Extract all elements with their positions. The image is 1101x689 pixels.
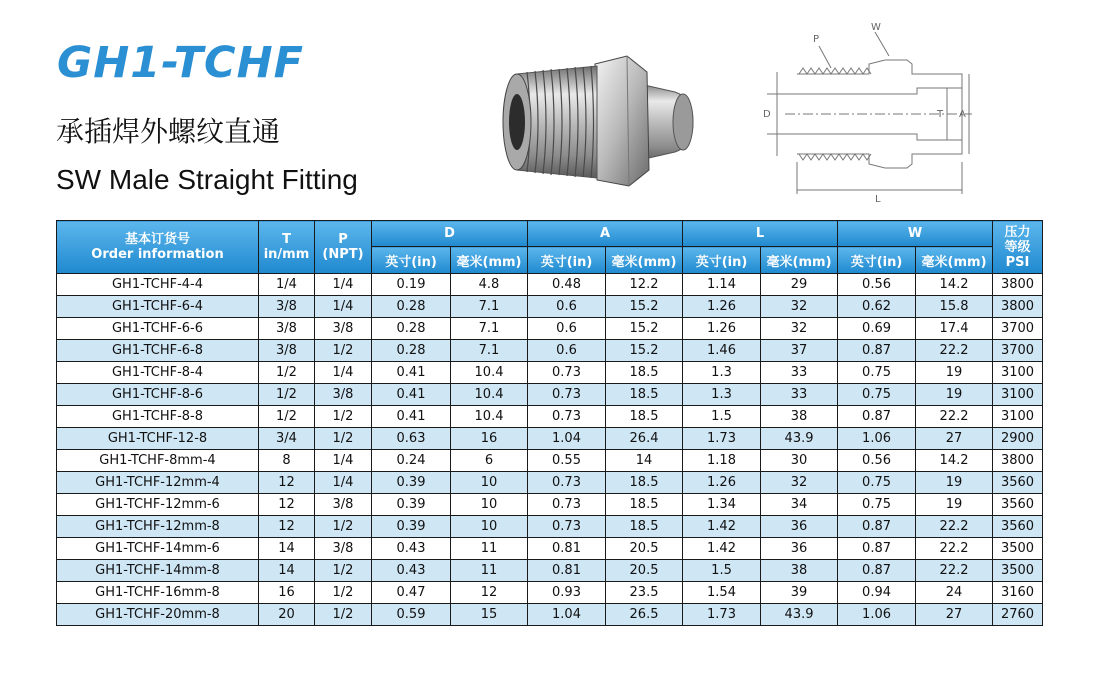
cell-l-mm: 39 bbox=[761, 582, 838, 604]
cell-p-npt: 1/4 bbox=[315, 472, 372, 494]
cell-order-number: GH1-TCHF-12mm-6 bbox=[57, 494, 259, 516]
header-pressure: 压力 等级 PSI bbox=[993, 221, 1043, 274]
cell-w-mm: 19 bbox=[916, 362, 993, 384]
cell-d-mm: 10 bbox=[451, 516, 528, 538]
cell-w-mm: 22.2 bbox=[916, 516, 993, 538]
cell-t-size: 20 bbox=[259, 604, 315, 626]
cell-w-inch: 0.75 bbox=[838, 362, 916, 384]
header-l: L bbox=[683, 221, 838, 247]
cell-a-mm: 15.2 bbox=[606, 296, 683, 318]
cell-p-npt: 1/4 bbox=[315, 450, 372, 472]
cell-w-inch: 0.69 bbox=[838, 318, 916, 340]
table-row bbox=[57, 516, 1043, 538]
cell-t-size: 1/2 bbox=[259, 406, 315, 428]
table-row bbox=[57, 450, 1043, 472]
cell-t-size: 16 bbox=[259, 582, 315, 604]
header-w: W bbox=[838, 221, 993, 247]
cell-w-inch: 0.56 bbox=[838, 450, 916, 472]
cell-w-mm: 27 bbox=[916, 428, 993, 450]
cell-w-inch: 0.56 bbox=[838, 274, 916, 296]
cell-l-inch: 1.54 bbox=[683, 582, 761, 604]
cell-a-mm: 26.4 bbox=[606, 428, 683, 450]
cell-pressure-psi: 3560 bbox=[993, 516, 1043, 538]
table-row bbox=[57, 406, 1043, 428]
cell-d-inch: 0.41 bbox=[372, 406, 451, 428]
cell-a-mm: 15.2 bbox=[606, 318, 683, 340]
cell-a-inch: 0.73 bbox=[528, 494, 606, 516]
cell-p-npt: 3/8 bbox=[315, 318, 372, 340]
table-row bbox=[57, 296, 1043, 318]
cell-p-npt: 1/4 bbox=[315, 362, 372, 384]
cell-p-npt: 1/2 bbox=[315, 582, 372, 604]
header-a-inch: 英寸(in) bbox=[528, 247, 606, 274]
table-row bbox=[57, 582, 1043, 604]
cell-d-inch: 0.41 bbox=[372, 362, 451, 384]
cell-order-number: GH1-TCHF-6-6 bbox=[57, 318, 259, 340]
cell-w-mm: 14.2 bbox=[916, 274, 993, 296]
cell-a-mm: 18.5 bbox=[606, 406, 683, 428]
cell-p-npt: 1/2 bbox=[315, 516, 372, 538]
cell-w-inch: 1.06 bbox=[838, 604, 916, 626]
cell-d-inch: 0.63 bbox=[372, 428, 451, 450]
cell-w-inch: 0.62 bbox=[838, 296, 916, 318]
specification-table-body bbox=[57, 274, 1043, 626]
cell-l-mm: 36 bbox=[761, 538, 838, 560]
cell-p-npt: 3/8 bbox=[315, 538, 372, 560]
cell-order-number: GH1-TCHF-12mm-4 bbox=[57, 472, 259, 494]
table-row bbox=[57, 604, 1043, 626]
cell-w-inch: 0.87 bbox=[838, 516, 916, 538]
cell-p-npt: 1/2 bbox=[315, 406, 372, 428]
cell-order-number: GH1-TCHF-8-4 bbox=[57, 362, 259, 384]
cell-a-inch: 0.6 bbox=[528, 340, 606, 362]
cell-l-mm: 29 bbox=[761, 274, 838, 296]
cell-w-inch: 0.94 bbox=[838, 582, 916, 604]
cell-t-size: 1/2 bbox=[259, 384, 315, 406]
cell-w-inch: 0.75 bbox=[838, 494, 916, 516]
cell-t-size: 12 bbox=[259, 472, 315, 494]
cell-a-inch: 0.6 bbox=[528, 296, 606, 318]
cell-w-mm: 14.2 bbox=[916, 450, 993, 472]
cell-l-inch: 1.26 bbox=[683, 318, 761, 340]
cell-order-number: GH1-TCHF-8-8 bbox=[57, 406, 259, 428]
header-w-mm: 毫米(mm) bbox=[916, 247, 993, 274]
cell-d-inch: 0.43 bbox=[372, 560, 451, 582]
fitting-photo bbox=[497, 42, 697, 202]
cell-p-npt: 1/4 bbox=[315, 296, 372, 318]
cell-l-mm: 32 bbox=[761, 472, 838, 494]
header-t: T in/mm bbox=[259, 221, 315, 274]
cell-p-npt: 1/2 bbox=[315, 560, 372, 582]
cell-l-mm: 43.9 bbox=[761, 604, 838, 626]
cell-t-size: 12 bbox=[259, 516, 315, 538]
cell-pressure-psi: 3160 bbox=[993, 582, 1043, 604]
cell-d-inch: 0.47 bbox=[372, 582, 451, 604]
cell-l-inch: 1.18 bbox=[683, 450, 761, 472]
cell-pressure-psi: 3800 bbox=[993, 450, 1043, 472]
cell-w-inch: 0.87 bbox=[838, 340, 916, 362]
cell-w-mm: 17.4 bbox=[916, 318, 993, 340]
cell-w-mm: 22.2 bbox=[916, 560, 993, 582]
cell-l-inch: 1.5 bbox=[683, 560, 761, 582]
cell-a-inch: 1.04 bbox=[528, 604, 606, 626]
cell-w-mm: 22.2 bbox=[916, 406, 993, 428]
cell-d-inch: 0.19 bbox=[372, 274, 451, 296]
cell-order-number: GH1-TCHF-6-4 bbox=[57, 296, 259, 318]
cell-order-number: GH1-TCHF-8-6 bbox=[57, 384, 259, 406]
cell-t-size: 3/8 bbox=[259, 296, 315, 318]
cell-l-mm: 32 bbox=[761, 318, 838, 340]
cell-a-mm: 18.5 bbox=[606, 516, 683, 538]
cell-a-inch: 0.93 bbox=[528, 582, 606, 604]
cell-a-inch: 0.73 bbox=[528, 362, 606, 384]
cell-d-mm: 6 bbox=[451, 450, 528, 472]
cell-l-inch: 1.42 bbox=[683, 538, 761, 560]
cell-d-mm: 11 bbox=[451, 560, 528, 582]
cell-l-mm: 33 bbox=[761, 362, 838, 384]
cell-l-inch: 1.3 bbox=[683, 384, 761, 406]
cell-l-inch: 1.73 bbox=[683, 428, 761, 450]
cell-a-mm: 18.5 bbox=[606, 494, 683, 516]
cell-d-inch: 0.59 bbox=[372, 604, 451, 626]
cell-d-mm: 7.1 bbox=[451, 340, 528, 362]
cell-a-inch: 0.6 bbox=[528, 318, 606, 340]
table-row bbox=[57, 494, 1043, 516]
cell-w-inch: 1.06 bbox=[838, 428, 916, 450]
cell-d-inch: 0.39 bbox=[372, 494, 451, 516]
cell-pressure-psi: 3500 bbox=[993, 538, 1043, 560]
label-a: A bbox=[959, 109, 966, 120]
cell-pressure-psi: 3800 bbox=[993, 274, 1043, 296]
cell-l-inch: 1.26 bbox=[683, 472, 761, 494]
cell-l-mm: 37 bbox=[761, 340, 838, 362]
cell-d-mm: 10 bbox=[451, 472, 528, 494]
cell-w-inch: 0.87 bbox=[838, 560, 916, 582]
cell-d-inch: 0.28 bbox=[372, 318, 451, 340]
label-w: W bbox=[871, 22, 881, 33]
table-row bbox=[57, 318, 1043, 340]
cell-l-mm: 32 bbox=[761, 296, 838, 318]
cell-d-inch: 0.28 bbox=[372, 340, 451, 362]
cell-a-mm: 23.5 bbox=[606, 582, 683, 604]
cell-l-mm: 38 bbox=[761, 560, 838, 582]
cell-a-inch: 0.73 bbox=[528, 384, 606, 406]
label-d: D bbox=[763, 109, 771, 120]
cell-d-mm: 11 bbox=[451, 538, 528, 560]
cell-w-mm: 19 bbox=[916, 494, 993, 516]
cell-l-inch: 1.26 bbox=[683, 296, 761, 318]
cell-a-inch: 0.81 bbox=[528, 560, 606, 582]
header-d-inch: 英寸(in) bbox=[372, 247, 451, 274]
cell-w-mm: 27 bbox=[916, 604, 993, 626]
cell-l-inch: 1.46 bbox=[683, 340, 761, 362]
cell-a-mm: 26.5 bbox=[606, 604, 683, 626]
cell-l-mm: 38 bbox=[761, 406, 838, 428]
cell-w-mm: 19 bbox=[916, 384, 993, 406]
cell-pressure-psi: 3700 bbox=[993, 340, 1043, 362]
cell-a-inch: 0.48 bbox=[528, 274, 606, 296]
header-d-mm: 毫米(mm) bbox=[451, 247, 528, 274]
header-w-inch: 英寸(in) bbox=[838, 247, 916, 274]
cell-d-mm: 7.1 bbox=[451, 296, 528, 318]
cell-p-npt: 3/8 bbox=[315, 494, 372, 516]
cell-t-size: 12 bbox=[259, 494, 315, 516]
cell-t-size: 1/4 bbox=[259, 274, 315, 296]
table-row bbox=[57, 560, 1043, 582]
cell-order-number: GH1-TCHF-6-8 bbox=[57, 340, 259, 362]
cell-w-mm: 15.8 bbox=[916, 296, 993, 318]
cell-d-inch: 0.28 bbox=[372, 296, 451, 318]
cell-p-npt: 1/2 bbox=[315, 340, 372, 362]
cell-a-mm: 18.5 bbox=[606, 472, 683, 494]
cell-d-inch: 0.39 bbox=[372, 472, 451, 494]
cell-w-mm: 22.2 bbox=[916, 538, 993, 560]
cell-pressure-psi: 3500 bbox=[993, 560, 1043, 582]
cell-a-mm: 12.2 bbox=[606, 274, 683, 296]
cell-order-number: GH1-TCHF-16mm-8 bbox=[57, 582, 259, 604]
cell-p-npt: 1/2 bbox=[315, 428, 372, 450]
cell-d-mm: 16 bbox=[451, 428, 528, 450]
specification-table bbox=[56, 220, 1043, 626]
cell-pressure-psi: 2900 bbox=[993, 428, 1043, 450]
cell-a-mm: 20.5 bbox=[606, 538, 683, 560]
cell-l-inch: 1.3 bbox=[683, 362, 761, 384]
cell-pressure-psi: 3800 bbox=[993, 296, 1043, 318]
table-row bbox=[57, 472, 1043, 494]
header-p: P (NPT) bbox=[315, 221, 372, 274]
cell-l-inch: 1.34 bbox=[683, 494, 761, 516]
cell-l-mm: 43.9 bbox=[761, 428, 838, 450]
cell-order-number: GH1-TCHF-14mm-8 bbox=[57, 560, 259, 582]
cell-a-inch: 0.55 bbox=[528, 450, 606, 472]
cell-l-inch: 1.14 bbox=[683, 274, 761, 296]
cell-a-inch: 1.04 bbox=[528, 428, 606, 450]
cell-l-mm: 30 bbox=[761, 450, 838, 472]
cell-t-size: 3/8 bbox=[259, 318, 315, 340]
cell-a-mm: 15.2 bbox=[606, 340, 683, 362]
table-row bbox=[57, 274, 1043, 296]
cell-w-mm: 24 bbox=[916, 582, 993, 604]
cell-order-number: GH1-TCHF-8mm-4 bbox=[57, 450, 259, 472]
cell-d-mm: 12 bbox=[451, 582, 528, 604]
label-l: L bbox=[875, 194, 881, 205]
cell-w-inch: 0.87 bbox=[838, 406, 916, 428]
cell-pressure-psi: 3700 bbox=[993, 318, 1043, 340]
cell-a-inch: 0.73 bbox=[528, 406, 606, 428]
cell-t-size: 14 bbox=[259, 538, 315, 560]
cell-order-number: GH1-TCHF-12-8 bbox=[57, 428, 259, 450]
label-p: P bbox=[813, 34, 820, 45]
table-row bbox=[57, 340, 1043, 362]
cell-d-mm: 10.4 bbox=[451, 406, 528, 428]
cell-p-npt: 1/2 bbox=[315, 604, 372, 626]
cell-w-inch: 0.75 bbox=[838, 384, 916, 406]
cell-order-number: GH1-TCHF-20mm-8 bbox=[57, 604, 259, 626]
cell-t-size: 14 bbox=[259, 560, 315, 582]
product-title-chinese: 承插焊外螺纹直通 bbox=[56, 115, 281, 148]
cell-w-inch: 0.75 bbox=[838, 472, 916, 494]
cell-t-size: 1/2 bbox=[259, 362, 315, 384]
cell-w-mm: 19 bbox=[916, 472, 993, 494]
cell-d-mm: 4.8 bbox=[451, 274, 528, 296]
table-row bbox=[57, 428, 1043, 450]
cell-pressure-psi: 3100 bbox=[993, 362, 1043, 384]
fitting-dimension-drawing bbox=[757, 22, 977, 207]
header-l-mm: 毫米(mm) bbox=[761, 247, 838, 274]
cell-p-npt: 1/4 bbox=[315, 274, 372, 296]
cell-a-mm: 20.5 bbox=[606, 560, 683, 582]
cell-pressure-psi: 3560 bbox=[993, 494, 1043, 516]
cell-a-mm: 18.5 bbox=[606, 384, 683, 406]
cell-l-inch: 1.73 bbox=[683, 604, 761, 626]
cell-d-inch: 0.41 bbox=[372, 384, 451, 406]
cell-l-inch: 1.5 bbox=[683, 406, 761, 428]
cell-pressure-psi: 3100 bbox=[993, 406, 1043, 428]
cell-l-mm: 34 bbox=[761, 494, 838, 516]
cell-d-mm: 10 bbox=[451, 494, 528, 516]
cell-pressure-psi: 3560 bbox=[993, 472, 1043, 494]
cell-d-mm: 7.1 bbox=[451, 318, 528, 340]
cell-p-npt: 3/8 bbox=[315, 384, 372, 406]
cell-order-number: GH1-TCHF-14mm-6 bbox=[57, 538, 259, 560]
header-l-inch: 英寸(in) bbox=[683, 247, 761, 274]
product-title-english: SW Male Straight Fitting bbox=[56, 164, 358, 195]
cell-order-number: GH1-TCHF-4-4 bbox=[57, 274, 259, 296]
cell-t-size: 3/4 bbox=[259, 428, 315, 450]
cell-pressure-psi: 2760 bbox=[993, 604, 1043, 626]
cell-a-mm: 14 bbox=[606, 450, 683, 472]
header-order-info: 基本订货号 Order information bbox=[57, 221, 259, 274]
cell-l-mm: 33 bbox=[761, 384, 838, 406]
table-row bbox=[57, 538, 1043, 560]
header-a-mm: 毫米(mm) bbox=[606, 247, 683, 274]
cell-d-inch: 0.43 bbox=[372, 538, 451, 560]
cell-d-inch: 0.24 bbox=[372, 450, 451, 472]
cell-d-mm: 15 bbox=[451, 604, 528, 626]
cell-d-mm: 10.4 bbox=[451, 384, 528, 406]
table-row bbox=[57, 384, 1043, 406]
cell-d-mm: 10.4 bbox=[451, 362, 528, 384]
cell-a-inch: 0.81 bbox=[528, 538, 606, 560]
cell-l-mm: 36 bbox=[761, 516, 838, 538]
cell-d-inch: 0.39 bbox=[372, 516, 451, 538]
cell-a-mm: 18.5 bbox=[606, 362, 683, 384]
header-a: A bbox=[528, 221, 683, 247]
cell-l-inch: 1.42 bbox=[683, 516, 761, 538]
cell-pressure-psi: 3100 bbox=[993, 384, 1043, 406]
header-d: D bbox=[372, 221, 528, 247]
label-t: T bbox=[937, 109, 944, 120]
cell-t-size: 8 bbox=[259, 450, 315, 472]
cell-a-inch: 0.73 bbox=[528, 472, 606, 494]
cell-w-inch: 0.87 bbox=[838, 538, 916, 560]
table-row bbox=[57, 362, 1043, 384]
cell-order-number: GH1-TCHF-12mm-8 bbox=[57, 516, 259, 538]
cell-a-inch: 0.73 bbox=[528, 516, 606, 538]
cell-w-mm: 22.2 bbox=[916, 340, 993, 362]
cell-t-size: 3/8 bbox=[259, 340, 315, 362]
product-code-title: GH1-TCHF bbox=[57, 38, 304, 88]
